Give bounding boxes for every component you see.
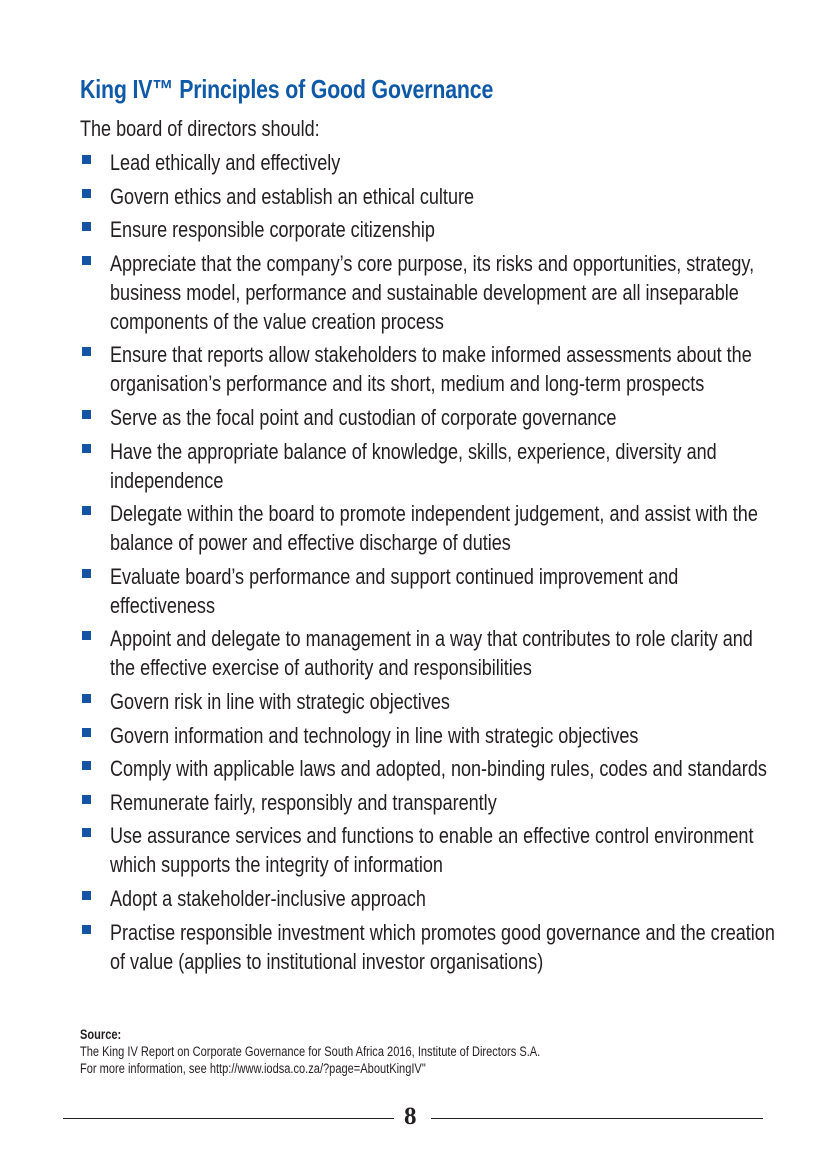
square-bullet-icon (82, 569, 91, 578)
list-item: Ensure that reports allow stakeholders to make informed assessments about the organisation’s performance and its short, medium and long-term prospects (80, 340, 780, 398)
list-item: Practise responsible investment which promotes good governance and the creation of value (applies to institutional investor organisations) (80, 918, 780, 976)
list-item: Govern information and technology in line with strategic objectives (80, 721, 780, 750)
square-bullet-icon (82, 444, 91, 453)
square-bullet-icon (82, 761, 91, 770)
square-bullet-icon (82, 410, 91, 419)
square-bullet-icon (82, 795, 91, 804)
square-bullet-icon (82, 728, 91, 737)
principles-list (80, 148, 780, 980)
square-bullet-icon (82, 891, 91, 900)
source-line-1: The King IV Report on Corporate Governance for South Africa 2016, Institute of Directors S.A. (80, 1044, 541, 1059)
source-note (80, 1026, 540, 1077)
page-title: King IV™ Principles of Good Governance (80, 74, 494, 104)
square-bullet-icon (82, 694, 91, 703)
footer-rule-right (431, 1118, 763, 1119)
square-bullet-icon (82, 189, 91, 198)
list-item: Appreciate that the company’s core purpose, its risks and opportunities, strategy, business model, performance and sustainable development are all inseparable components of the value creation process (80, 249, 780, 336)
list-item: Comply with applicable laws and adopted, non-binding rules, codes and standards (80, 754, 780, 783)
intro-text: The board of directors should: (80, 116, 320, 141)
source-line-2: For more information, see http://www.iodsa.co.za/?page=AboutKingIV" (80, 1061, 426, 1076)
list-item: Ensure responsible corporate citizenship (80, 215, 780, 244)
square-bullet-icon (82, 155, 91, 164)
square-bullet-icon (82, 828, 91, 837)
footer-rule-left (63, 1118, 394, 1119)
square-bullet-icon (82, 631, 91, 640)
page-number: 8 (404, 1103, 417, 1130)
list-item: Appoint and delegate to management in a way that contributes to role clarity and the effective exercise of authority and responsibilities (80, 624, 780, 682)
list-item: Govern risk in line with strategic objectives (80, 687, 780, 716)
list-item: Use assurance services and functions to enable an effective control environment which supports the integrity of information (80, 821, 780, 879)
square-bullet-icon (82, 506, 91, 515)
list-item: Delegate within the board to promote independent judgement, and assist with the balance of power and effective discharge of duties (80, 499, 780, 557)
list-item: Evaluate board’s performance and support continued improvement and effectiveness (80, 562, 780, 620)
square-bullet-icon (82, 347, 91, 356)
list-item: Lead ethically and effectively (80, 148, 780, 177)
source-label: Source: (80, 1027, 122, 1042)
list-item: Govern ethics and establish an ethical culture (80, 182, 780, 211)
list-item: Serve as the focal point and custodian of corporate governance (80, 403, 780, 432)
list-item: Remunerate fairly, responsibly and transparently (80, 788, 780, 817)
square-bullet-icon (82, 256, 91, 265)
list-item: Have the appropriate balance of knowledge, skills, experience, diversity and independence (80, 437, 780, 495)
square-bullet-icon (82, 925, 91, 934)
square-bullet-icon (82, 222, 91, 231)
list-item: Adopt a stakeholder-inclusive approach (80, 884, 780, 913)
